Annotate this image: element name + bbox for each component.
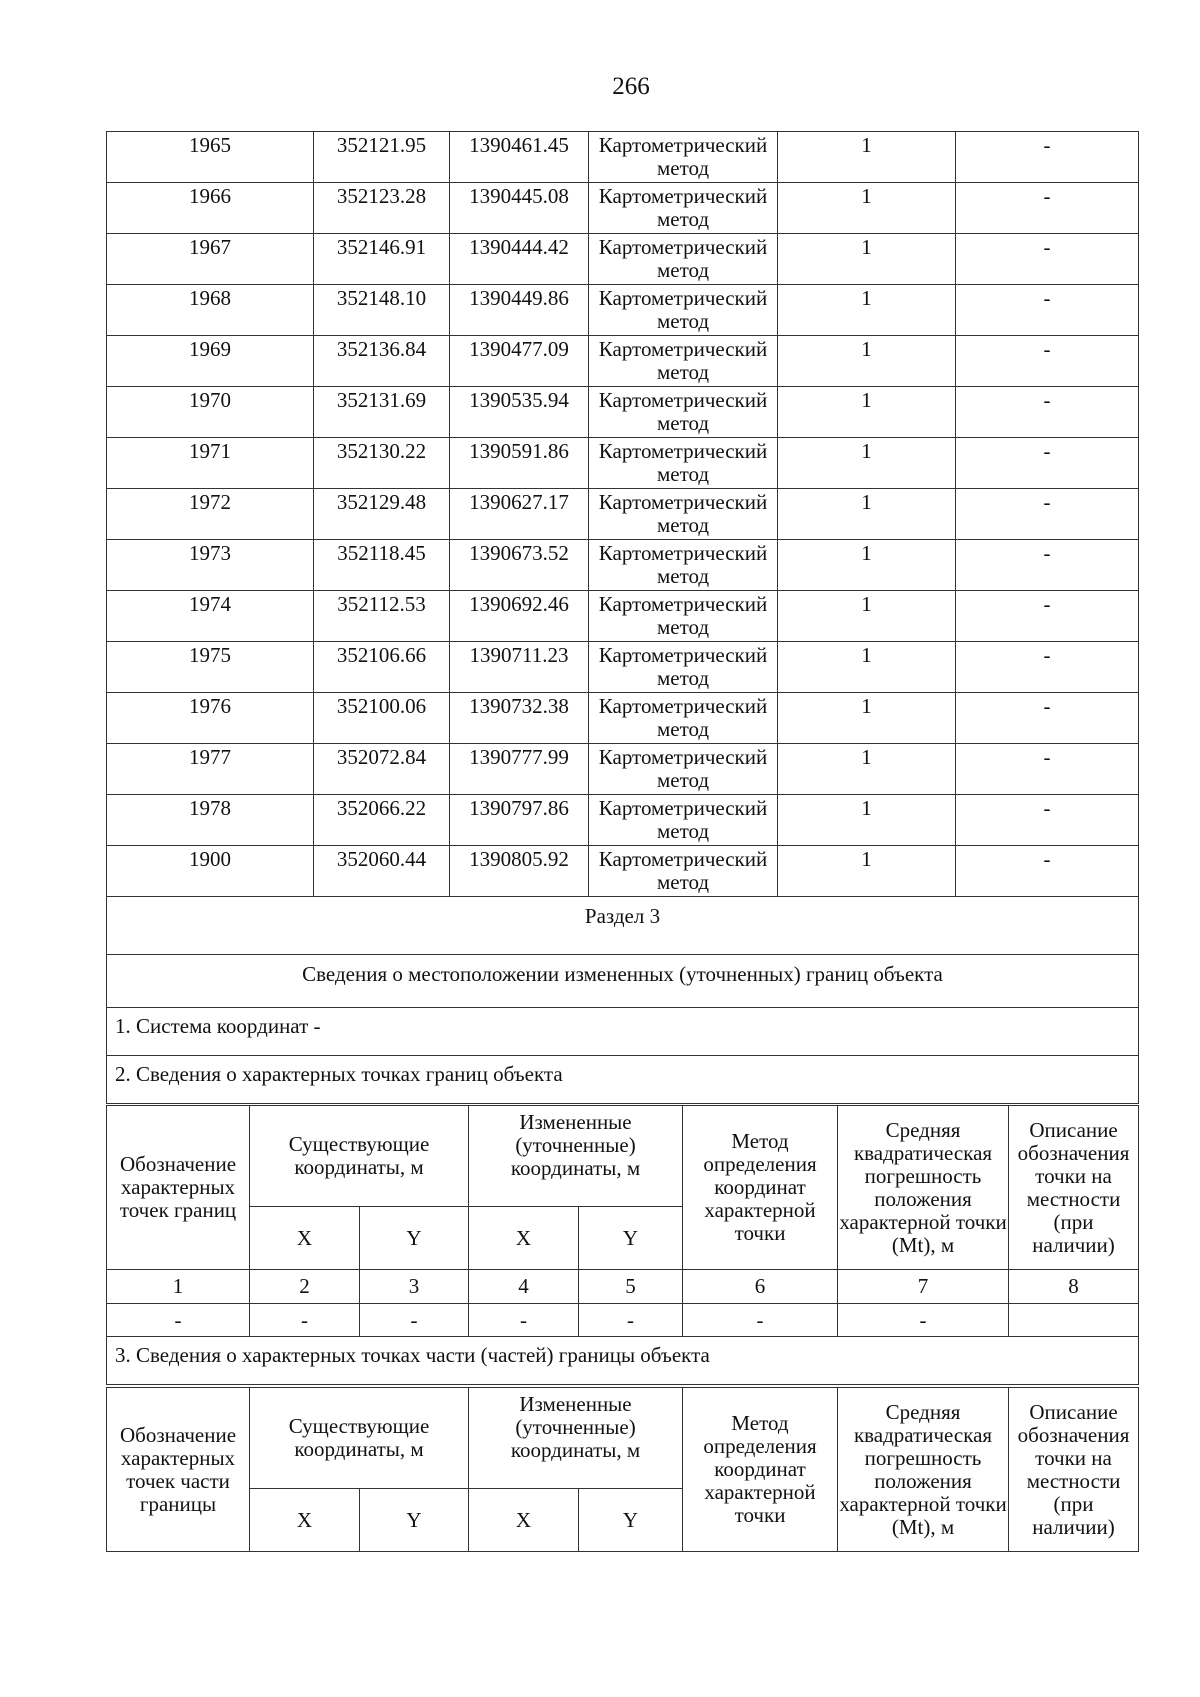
table-row: [107, 387, 1139, 438]
table-cell: [1009, 1304, 1139, 1337]
cell-description: -: [956, 132, 1139, 183]
page-number: 266: [612, 73, 650, 100]
table-row: [107, 540, 1139, 591]
cell-method: [589, 591, 778, 642]
header-changed-y: Y: [579, 1207, 683, 1270]
table-row: [107, 285, 1139, 336]
table-row: [107, 336, 1139, 387]
cell-point-id: 1968: [107, 285, 314, 336]
table-row: [107, 795, 1139, 846]
table-cell: -: [250, 1304, 360, 1337]
cell-point-id: 1972: [107, 489, 314, 540]
cell-description: -: [956, 489, 1139, 540]
cell-accuracy: 1: [778, 795, 956, 846]
header-changed-x: X: [469, 1489, 579, 1552]
cell-point-id: 1967: [107, 234, 314, 285]
cell-method: [589, 744, 778, 795]
points-heading: 2. Сведения о характерных точках границ объекта: [107, 1056, 1139, 1104]
points-table: [106, 131, 1139, 1104]
cell-accuracy: 1: [778, 183, 956, 234]
cell-description: -: [956, 744, 1139, 795]
header-existing-x: X: [250, 1207, 360, 1270]
section3-subtitle: Сведения о местоположении измененных (уточненных) границ объекта: [107, 955, 1139, 1008]
cell-accuracy: 1: [778, 132, 956, 183]
empty-data-row: [107, 1304, 1139, 1337]
cell-accuracy: 1: [778, 744, 956, 795]
column-number: 4: [469, 1270, 579, 1304]
cell-description: -: [956, 285, 1139, 336]
column-number: 1: [107, 1270, 250, 1304]
cell-accuracy: 1: [778, 336, 956, 387]
table-row: [107, 591, 1139, 642]
table-row: [107, 489, 1139, 540]
cell-coord-y: 1390535.94: [450, 387, 589, 438]
cell-coord-y: 1390732.38: [450, 693, 589, 744]
cell-coord-x: 352121.95: [314, 132, 450, 183]
points-body: [107, 132, 1139, 1104]
method-text: Картометрический метод: [598, 338, 768, 384]
cell-accuracy: 1: [778, 693, 956, 744]
table-row: [107, 438, 1139, 489]
parts-heading: 3. Сведения о характерных точках части (частей) границы объекта: [107, 1337, 1139, 1385]
column-number: 8: [1009, 1270, 1139, 1304]
cell-coord-x: 352100.06: [314, 693, 450, 744]
cell-accuracy: 1: [778, 285, 956, 336]
header-designation-parts: Обозначение характерных точек части границы: [107, 1388, 250, 1552]
cell-description: -: [956, 846, 1139, 897]
method-text: Картометрический метод: [598, 440, 768, 486]
cell-method: [589, 846, 778, 897]
cell-point-id: 1975: [107, 642, 314, 693]
cell-description: -: [956, 336, 1139, 387]
cell-method: [589, 132, 778, 183]
cell-coord-x: 352146.91: [314, 234, 450, 285]
header-description: Описание обозначения точки на местности (при наличии): [1009, 1388, 1139, 1552]
method-text: Картометрический метод: [598, 746, 768, 792]
cell-method: [589, 285, 778, 336]
method-text: Картометрический метод: [598, 593, 768, 639]
cell-coord-y: 1390777.99: [450, 744, 589, 795]
header-changed-y: Y: [579, 1489, 683, 1552]
cell-coord-y: 1390591.86: [450, 438, 589, 489]
cell-coord-x: 352072.84: [314, 744, 450, 795]
header-accuracy: Средняя квадратическая погрешность положения характерной точки (Mt), м: [838, 1106, 1009, 1270]
cell-description: -: [956, 795, 1139, 846]
boundary-points-table: [106, 1105, 1139, 1385]
method-text: Картометрический метод: [598, 848, 768, 894]
header-designation: Обозначение характерных точек границ: [107, 1106, 250, 1270]
header-existing-y: Y: [360, 1207, 469, 1270]
cell-accuracy: 1: [778, 489, 956, 540]
cell-coord-x: 352148.10: [314, 285, 450, 336]
cell-accuracy: 1: [778, 642, 956, 693]
cell-coord-y: 1390711.23: [450, 642, 589, 693]
cell-coord-x: 352106.66: [314, 642, 450, 693]
method-text: Картометрический метод: [598, 797, 768, 843]
cell-point-id: 1974: [107, 591, 314, 642]
table-row: [107, 642, 1139, 693]
cell-coord-x: 352118.45: [314, 540, 450, 591]
method-text: Картометрический метод: [598, 134, 768, 180]
cell-point-id: 1976: [107, 693, 314, 744]
cell-accuracy: 1: [778, 387, 956, 438]
cell-description: -: [956, 438, 1139, 489]
header-existing: Существующие координаты, м: [250, 1106, 469, 1207]
column-number: 5: [579, 1270, 683, 1304]
column-number: 2: [250, 1270, 360, 1304]
cell-coord-x: 352123.28: [314, 183, 450, 234]
method-text: Картометрический метод: [598, 287, 768, 333]
cell-method: [589, 234, 778, 285]
cell-coord-y: 1390673.52: [450, 540, 589, 591]
cell-description: -: [956, 642, 1139, 693]
cell-coord-y: 1390444.42: [450, 234, 589, 285]
column-number: 7: [838, 1270, 1009, 1304]
header-accuracy: Средняя квадратическая погрешность положения характерной точки (Mt), м: [838, 1388, 1009, 1552]
method-text: Картометрический метод: [598, 491, 768, 537]
cell-coord-x: 352131.69: [314, 387, 450, 438]
cell-accuracy: 1: [778, 591, 956, 642]
column-number: 3: [360, 1270, 469, 1304]
cell-method: [589, 693, 778, 744]
header-changed-x: X: [469, 1207, 579, 1270]
cell-coord-y: 1390692.46: [450, 591, 589, 642]
cell-accuracy: 1: [778, 438, 956, 489]
cell-accuracy: 1: [778, 234, 956, 285]
cell-coord-y: 1390805.92: [450, 846, 589, 897]
cell-method: [589, 642, 778, 693]
cell-method: [589, 795, 778, 846]
cell-coord-x: 352066.22: [314, 795, 450, 846]
section3-title: Раздел 3: [107, 897, 1139, 955]
method-text: Картометрический метод: [598, 542, 768, 588]
cell-point-id: 1973: [107, 540, 314, 591]
cell-description: -: [956, 234, 1139, 285]
cell-coord-x: 352060.44: [314, 846, 450, 897]
part-points-table: [106, 1387, 1139, 1552]
table-row: [107, 234, 1139, 285]
cell-coord-x: 352130.22: [314, 438, 450, 489]
cell-point-id: 1969: [107, 336, 314, 387]
cell-method: [589, 438, 778, 489]
header-changed: Измененные (уточненные) координаты, м: [469, 1388, 683, 1489]
cell-accuracy: 1: [778, 846, 956, 897]
cell-accuracy: 1: [778, 540, 956, 591]
cell-method: [589, 489, 778, 540]
cell-coord-x: 352136.84: [314, 336, 450, 387]
cell-coord-x: 352112.53: [314, 591, 450, 642]
column-number: 6: [683, 1270, 838, 1304]
cell-coord-y: 1390449.86: [450, 285, 589, 336]
cell-coord-y: 1390477.09: [450, 336, 589, 387]
cell-point-id: 1970: [107, 387, 314, 438]
cell-method: [589, 387, 778, 438]
method-text: Картометрический метод: [598, 695, 768, 741]
cell-point-id: 1966: [107, 183, 314, 234]
method-text: Картометрический метод: [598, 236, 768, 282]
header-description: Описание обозначения точки на местности (при наличии): [1009, 1106, 1139, 1270]
cell-coord-y: 1390461.45: [450, 132, 589, 183]
cell-point-id: 1977: [107, 744, 314, 795]
cell-description: -: [956, 693, 1139, 744]
table-cell: -: [360, 1304, 469, 1337]
table-row: [107, 183, 1139, 234]
cell-coord-y: 1390627.17: [450, 489, 589, 540]
cell-description: -: [956, 591, 1139, 642]
cell-method: [589, 183, 778, 234]
table-cell: -: [469, 1304, 579, 1337]
method-text: Картометрический метод: [598, 185, 768, 231]
cell-point-id: 1965: [107, 132, 314, 183]
table-cell: -: [107, 1304, 250, 1337]
table-row: [107, 846, 1139, 897]
coord-system: 1. Система координат -: [107, 1008, 1139, 1056]
column-numbers-row: [107, 1270, 1139, 1304]
header-existing: Существующие координаты, м: [250, 1388, 469, 1489]
cell-description: -: [956, 540, 1139, 591]
header-method: Метод определения координат характерной точки: [683, 1388, 838, 1552]
table-row: [107, 132, 1139, 183]
cell-description: -: [956, 183, 1139, 234]
header-existing-x: X: [250, 1489, 360, 1552]
table-cell: -: [683, 1304, 838, 1337]
cell-description: -: [956, 387, 1139, 438]
table-row: [107, 693, 1139, 744]
table-row: [107, 744, 1139, 795]
header-existing-y: Y: [360, 1489, 469, 1552]
cell-point-id: 1971: [107, 438, 314, 489]
cell-method: [589, 540, 778, 591]
method-text: Картометрический метод: [598, 389, 768, 435]
cell-coord-y: 1390445.08: [450, 183, 589, 234]
table-cell: -: [579, 1304, 683, 1337]
cell-point-id: 1900: [107, 846, 314, 897]
cell-method: [589, 336, 778, 387]
method-text: Картометрический метод: [598, 644, 768, 690]
header-changed: Измененные (уточненные) координаты, м: [469, 1106, 683, 1207]
cell-point-id: 1978: [107, 795, 314, 846]
header-method: Метод определения координат характерной точки: [683, 1106, 838, 1270]
cell-coord-y: 1390797.86: [450, 795, 589, 846]
table-cell: -: [838, 1304, 1009, 1337]
cell-coord-x: 352129.48: [314, 489, 450, 540]
